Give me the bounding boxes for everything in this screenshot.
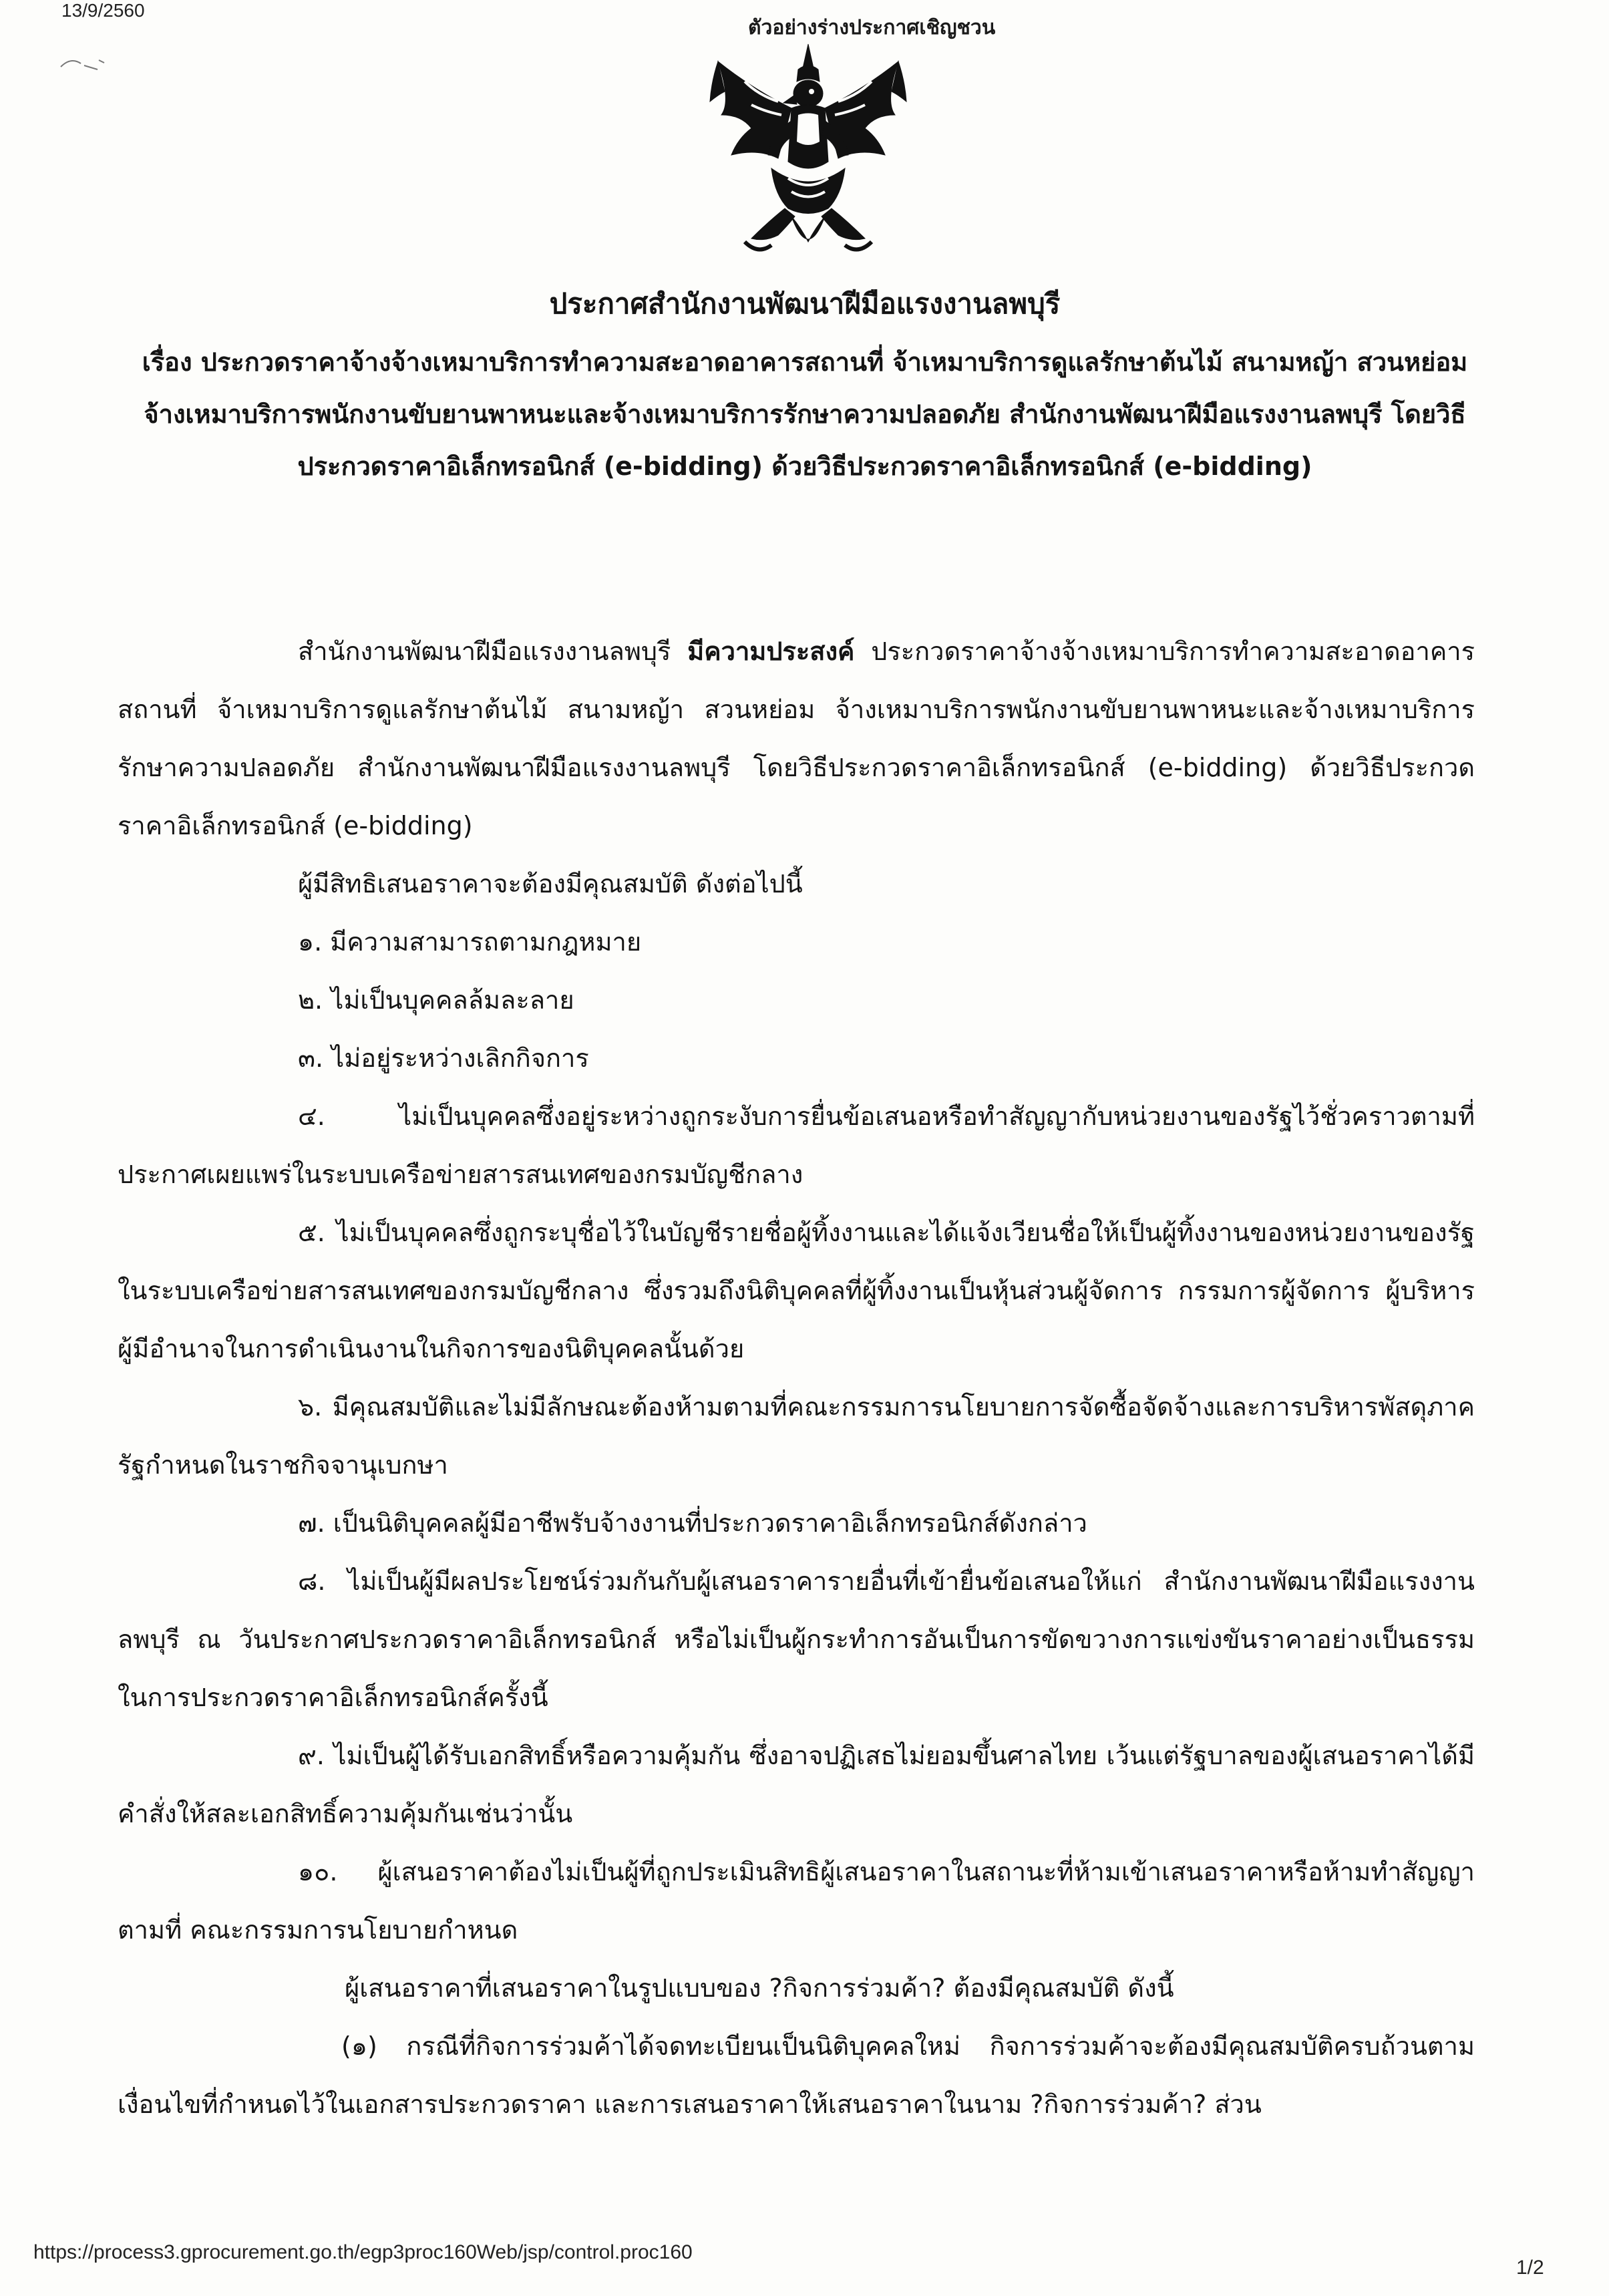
intro-rest: ประกวดราคาจ้างจ้างเหมาบริการทำความสะอาดอาคารสถานที่ จ้าเหมาบริการดูแลรักษาต้นไม้ สนามหญ้า สวนหย่อม จ้างเหมาบริการพนักงานขับยานพาหนะและจ้างเหมาบริการรักษาความปลอดภัย สำนักงานพัฒนาฝีมือแรงงานลพบุรี โดยวิธีประกวดราคาอิเล็กทรอนิกส์ (e-bidding) ด้วยวิธีประกวดราคาอิเล็กทรอนิกส์ (e-bidding) xyxy=(118,637,1475,840)
qualification-item-4: ๔. ไม่เป็นบุคคลซึ่งอยู่ระหว่างถูกระงับการยื่นข้อเสนอหรือทำสัญญากับหน่วยงานของรัฐไว้ชั่วคราวตามที่ประกาศเผยแพร่ในระบบเครือข่ายสารสนเทศของกรมบัญชีกลาง xyxy=(118,1102,1475,1189)
qualification-item-10: ๑๐. ผู้เสนอราคาต้องไม่เป็นผู้ที่ถูกประเมินสิทธิผู้เสนอราคาในสถานะที่ห้ามเข้าเสนอราคาหรือห้ามทำสัญญาตามที่ คณะกรรมการนโยบายกำหนด xyxy=(118,1857,1475,1945)
page-number: 1/2 xyxy=(1516,2257,1544,2279)
joint-venture-item-1: (๑) กรณีที่กิจการร่วมค้าได้จดทะเบียนเป็นนิติบุคคลใหม่ กิจการร่วมค้าจะต้องมีคุณสมบัติครบถ้วนตามเงื่อนไขที่กำหนดไว้ในเอกสารประกวดราคา และการเสนอราคาให้เสนอราคาในนาม ?กิจการร่วมค้า? ส่วน xyxy=(118,2031,1475,2119)
qualification-item-6: ๖. มีคุณสมบัติและไม่มีลักษณะต้องห้ามตามที่คณะกรรมการนโยบายการจัดซื้อจัดจ้างและการบริหารพัสดุภาครัฐกำหนดในราชกิจจานุเบกษา xyxy=(118,1392,1475,1480)
qualification-item-5: ๕. ไม่เป็นบุคคลซึ่งถูกระบุชื่อไว้ในบัญชีรายชื่อผู้ทิ้งงานและได้แจ้งเวียนชื่อให้เป็นผู้ทิ้งงานของหน่วยงานของรัฐในระบบเครือข่ายสารสนเทศของกรมบัญชีกลาง ซึ่งรวมถึงนิติบุคคลที่ผู้ทิ้งงานเป็นหุ้นส่วนผู้จัดการ กรรมการผู้จัดการ ผู้บริหาร ผู้มีอำนาจในการดำเนินงานในกิจการของนิติบุคคลนั้นด้วย xyxy=(118,1218,1475,1363)
qualification-item-7: ๗. เป็นนิติบุคคลผู้มีอาชีพรับจ้างงานที่ประกวดราคาอิเล็กทรอนิกส์ดังกล่าว xyxy=(298,1508,1087,1538)
intro-agency: สำนักงานพัฒนาฝีมือแรงงานลพบุรี xyxy=(298,637,671,666)
qualification-item-8: ๘. ไม่เป็นผู้มีผลประโยชน์ร่วมกันกับผู้เสนอราคารายอื่นที่เข้ายื่นข้อเสนอให้แก่ สำนักงานพัฒนาฝีมือแรงงานลพบุรี ณ วันประกาศประกวดราคาอิเล็กทรอนิกส์ หรือไม่เป็นผู้กระทำการอันเป็นการขัดขวางการแข่งขันราคาอย่างเป็นธรรม ในการประกวดราคาอิเล็กทรอนิกส์ครั้งนี้ xyxy=(118,1567,1475,1712)
qualification-item-1: ๑. มีความสามารถตามกฎหมาย xyxy=(298,927,642,957)
qualification-item-3: ๓. ไม่อยู่ระหว่างเลิกกิจการ xyxy=(298,1043,589,1073)
announcement-title: ประกาศสำนักงานพัฒนาฝีมือแรงงานลพบุรี xyxy=(549,287,1061,320)
intro-paragraph xyxy=(118,623,1475,855)
garuda-emblem-icon xyxy=(705,41,912,262)
footer-url: https://process3.gprocurement.go.th/egp3proc160Web/jsp/control.proc160 xyxy=(33,2241,693,2263)
draft-label: ตัวอย่างร่างประกาศเชิญชวน xyxy=(748,16,996,39)
scan-mark-icon xyxy=(57,53,111,73)
joint-venture-heading: ผู้เสนอราคาที่เสนอราคาในรูปแบบของ ?กิจการร่วมค้า? ต้องมีคุณสมบัติ ดังนี้ xyxy=(345,1973,1174,2003)
qualification-item-9: ๙. ไม่เป็นผู้ได้รับเอกสิทธิ์หรือความคุ้มกัน ซึ่งอาจปฏิเสธไม่ยอมขึ้นศาลไทย เว้นแต่รัฐบาลของผู้เสนอราคาได้มีคำสั่งให้สละเอกสิทธิ์ความคุ้มกันเช่นว่านั้น xyxy=(118,1741,1475,1828)
qualification-item-2: ๒. ไม่เป็นบุคคลล้มละลาย xyxy=(298,985,574,1015)
subject-text: ประกวดราคาจ้างจ้างเหมาบริการทำความสะอาดอาคารสถานที่ จ้าเหมาบริการดูแลรักษาต้นไม้ สนามหญ้า สวนหย่อม จ้างเหมาบริการพนักงานขับยานพาหนะและจ้างเหมาบริการรักษาความปลอดภัย สำนักงานพัฒนาฝีมือแรงงานลพบุรี โดยวิธีประกวดราคาอิเล็กทรอนิกส์ (e-bidding) ด้วยวิธีประกวดราคาอิเล็กทรอนิกส์ (e-bidding) xyxy=(144,347,1468,481)
qualification-heading: ผู้มีสิทธิเสนอราคาจะต้องมีคุณสมบัติ ดังต่อไปนี้ xyxy=(298,869,803,898)
subject-label: เรื่อง xyxy=(142,347,192,377)
announcement-title-block xyxy=(127,284,1483,492)
print-date: 13/9/2560 xyxy=(61,0,145,21)
intro-bold: มีความประสงค์ xyxy=(687,637,855,666)
announcement-body xyxy=(118,623,1475,2134)
announcement-subject xyxy=(127,336,1483,492)
